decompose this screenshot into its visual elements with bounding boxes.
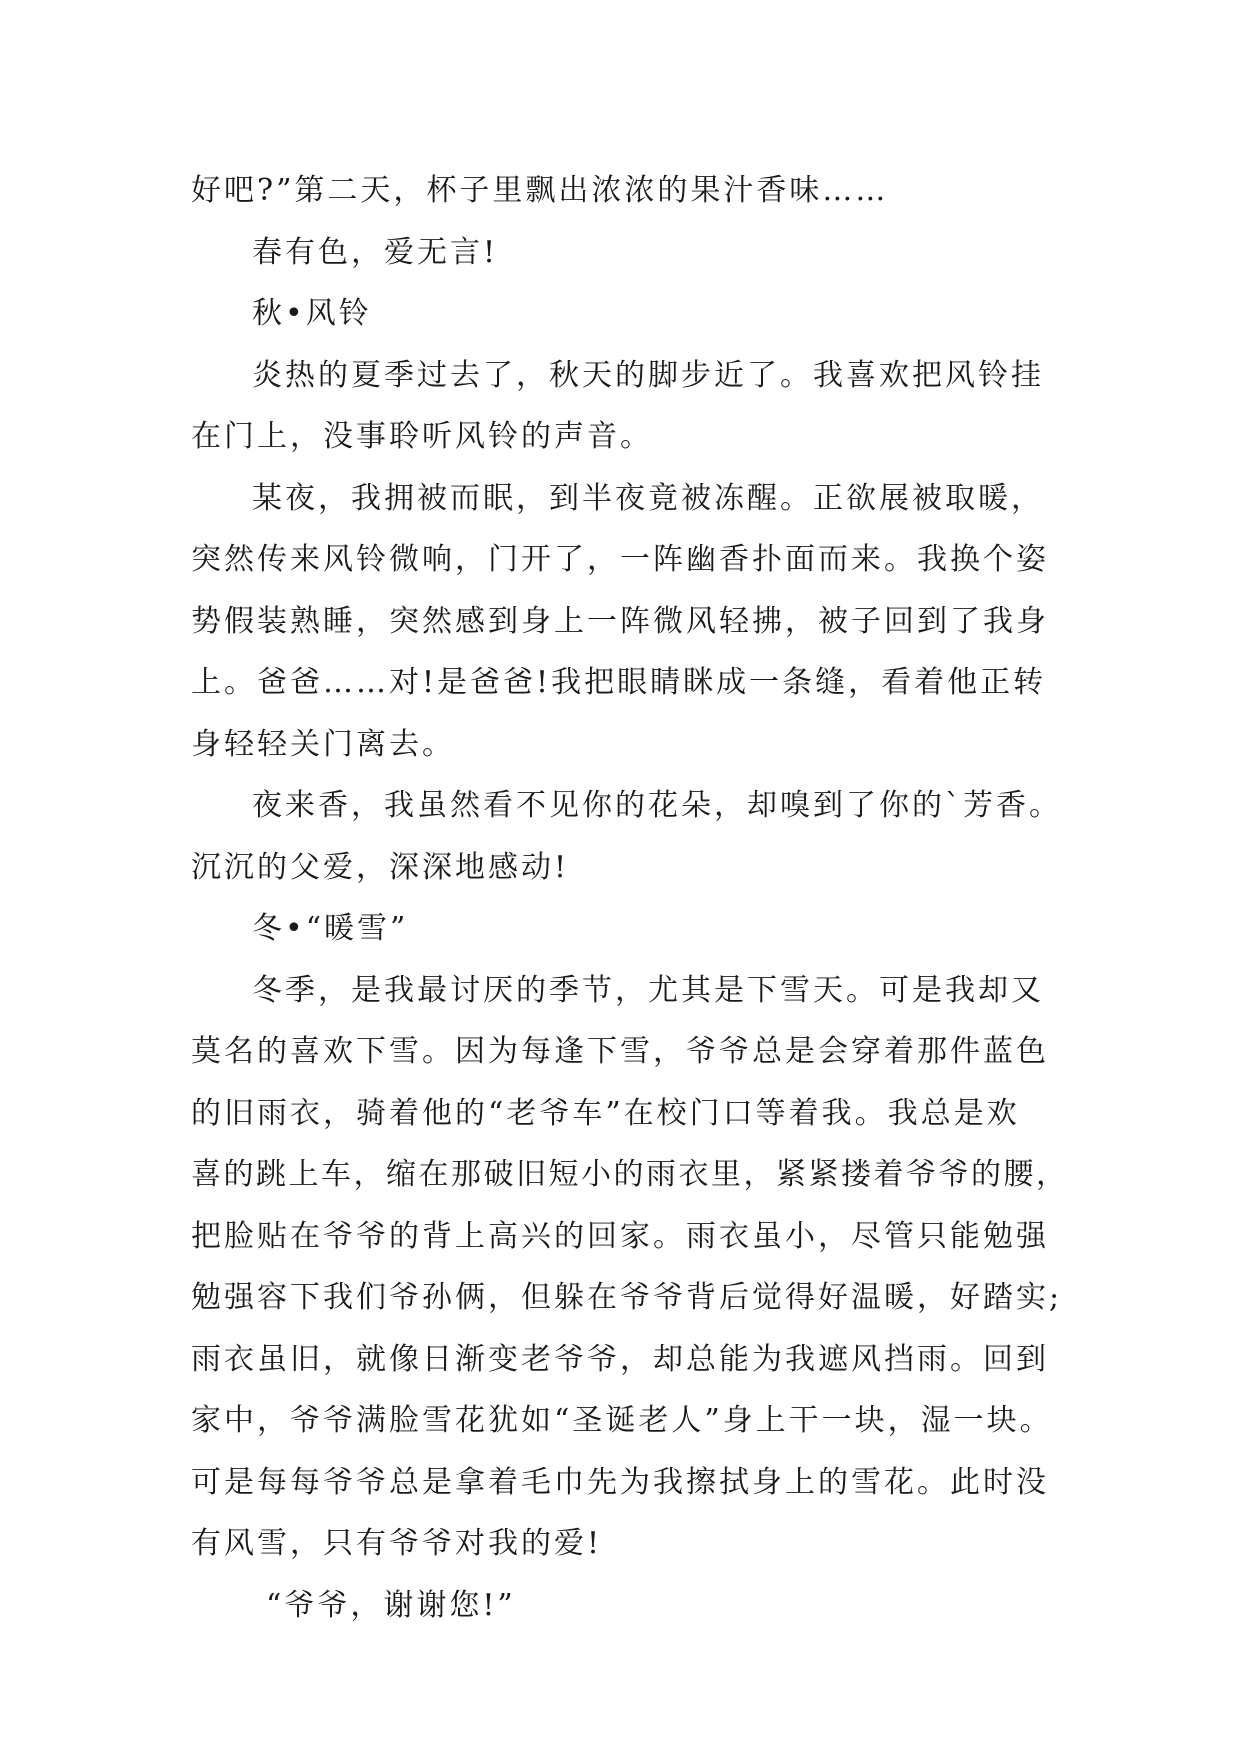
text-line: 好吧?”第二天，杯子里飘出浓浓的果汁香味……	[191, 173, 889, 208]
text-line: 在门上，没事聆听风铃的声音。	[191, 419, 653, 454]
text-line: 夜来香，我虽然看不见你的花朵，却嗅到了你的`芳香。	[252, 788, 1062, 823]
text-line: 势假装熟睡，突然感到身上一阵微风轻拂，被子回到了我身	[191, 603, 1049, 639]
text-line: 勉强容下我们爷孙俩，但躲在爷爷背后觉得好温暖，好踏实;	[191, 1280, 1063, 1315]
text-line: 的旧雨衣，骑着他的“老爷车”在校门口等着我。我总是欢	[191, 1095, 1020, 1131]
section-heading-autumn: 秋•风铃	[252, 296, 372, 331]
text-line: 身轻轻关门离去。	[191, 726, 455, 762]
text-line: 家中，爷爷满脸雪花犹如“圣诞老人”身上干一块，湿一块。	[191, 1403, 1053, 1438]
closing-quote-line: “爷爷，谢谢您!”	[266, 1587, 516, 1623]
text-line: 春有色，爱无言!	[252, 234, 499, 270]
text-line: 莫名的喜欢下雪。因为每逢下雪，爷爷总是会穿着那件蓝色	[191, 1034, 1049, 1069]
text-line: 炎热的夏季过去了，秋天的脚步近了。我喜欢把风铃挂	[252, 357, 1044, 393]
text-line: 冬季，是我最讨厌的季节，尤其是下雪天。可是我却又	[252, 972, 1044, 1008]
text-line: 某夜，我拥被而眠，到半夜竟被冻醒。正欲展被取暖，	[252, 480, 1044, 516]
text-line: 沉沉的父爱，深深地感动!	[191, 849, 570, 885]
document-body	[191, 160, 1071, 1636]
section-heading-winter: 冬•“暖雪”	[252, 911, 409, 946]
text-line: 雨衣虽旧，就像日渐变老爷爷，却总能为我遮风挡雨。回到	[191, 1341, 1049, 1377]
text-line: 把脸贴在爷爷的背上高兴的回家。雨衣虽小，尽管只能勉强	[191, 1218, 1049, 1254]
text-line: 上。爸爸……对!是爸爸!我把眼睛眯成一条缝，看着他正转	[191, 665, 1047, 700]
text-line: 喜的跳上车，缩在那破旧短小的雨衣里，紧紧搂着爷爷的腰，	[191, 1157, 1069, 1192]
text-line: 突然传来风铃微响，门开了，一阵幽香扑面而来。我换个姿	[191, 542, 1049, 577]
text-line: 可是每每爷爷总是拿着毛巾先为我擦拭身上的雪花。此时没	[191, 1464, 1049, 1500]
text-line: 有风雪，只有爷爷对我的爱!	[191, 1526, 603, 1561]
